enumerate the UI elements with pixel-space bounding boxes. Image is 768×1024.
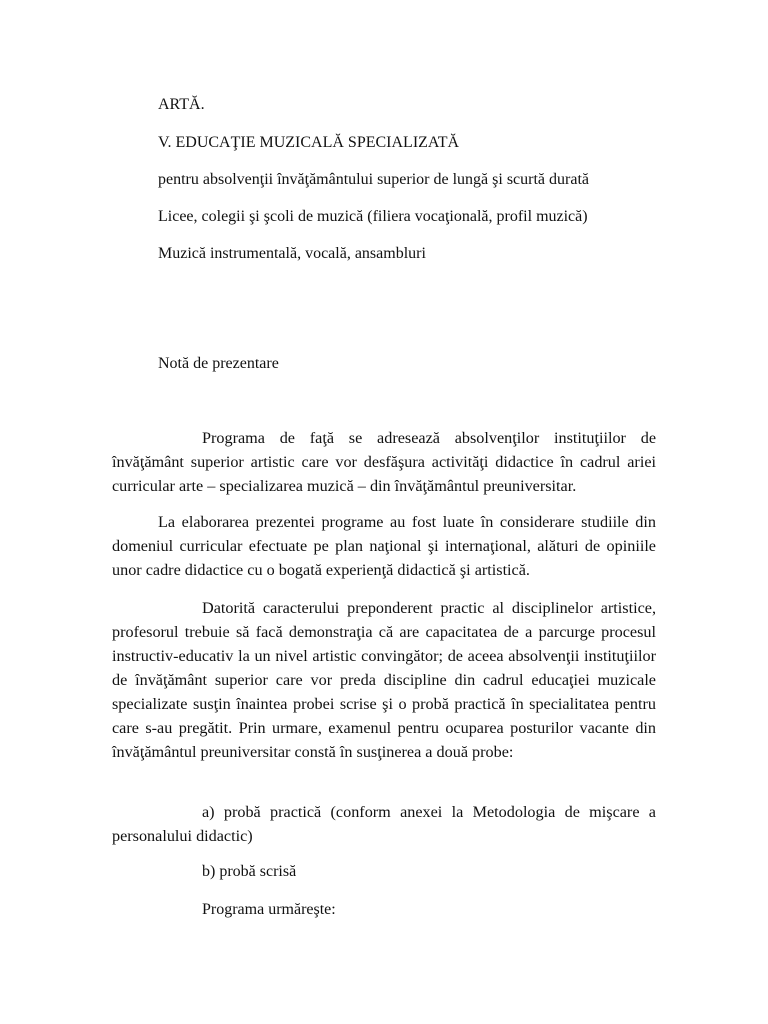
- heading-institutions: Licee, colegii şi şcoli de muzică (filiera vocaţională, profil muzică): [158, 208, 588, 225]
- heading-section-v: V. EDUCAŢIE MUZICALĂ SPECIALIZATĂ: [158, 134, 460, 151]
- list-item-a: a) probă practică (conform anexei la Metodologia de mişcare a personalului didactic): [112, 803, 656, 845]
- heading-arta: ARTĂ.: [158, 96, 205, 113]
- heading-specialties: Muzică instrumentală, vocală, ansambluri: [158, 245, 426, 262]
- heading-target-audience: pentru absolvenţii învăţământului superior de lungă şi scurtă durată: [158, 171, 589, 188]
- paragraph-1: Programa de faţă se adresează absolvenţilor instituţiilor de învăţământ superior artistic care vor desfăşura activităţi didactice în cadrul ariei curricular arte – specializarea muzică – din învăţământul preuniversitar.: [112, 429, 656, 495]
- paragraph-3: Datorită caracterului preponderent practic al disciplinelor artistice, profesorul trebuie să facă demonstraţia că are capacitatea de a parcurge procesul instructiv-educativ la un nivel artistic convingător; de aceea absolvenţii instituţiilor de învăţământ superior care vor preda discipline din cadrul educaţiei muzicale specializate susţin înaintea probei scrise şi o probă practică în specialitatea pentru care s-au pregătit. Prin urmare, examenul pentru ocuparea posturilor vacante din învăţământul preuniversitar constă în susţinerea a două probe:: [112, 599, 656, 761]
- list-item-b: b) probă scrisă: [202, 863, 297, 880]
- section-title: Notă de prezentare: [158, 355, 279, 372]
- paragraph-2: La elaborarea prezentei programe au fost luate în considerare studiile din domeniul curricular efectuate pe plan naţional şi internaţional, alături de opiniile unor cadre didactice cu o bogată experienţă didactică şi artistică.: [112, 513, 656, 579]
- closing-line: Programa urmăreşte:: [202, 901, 336, 918]
